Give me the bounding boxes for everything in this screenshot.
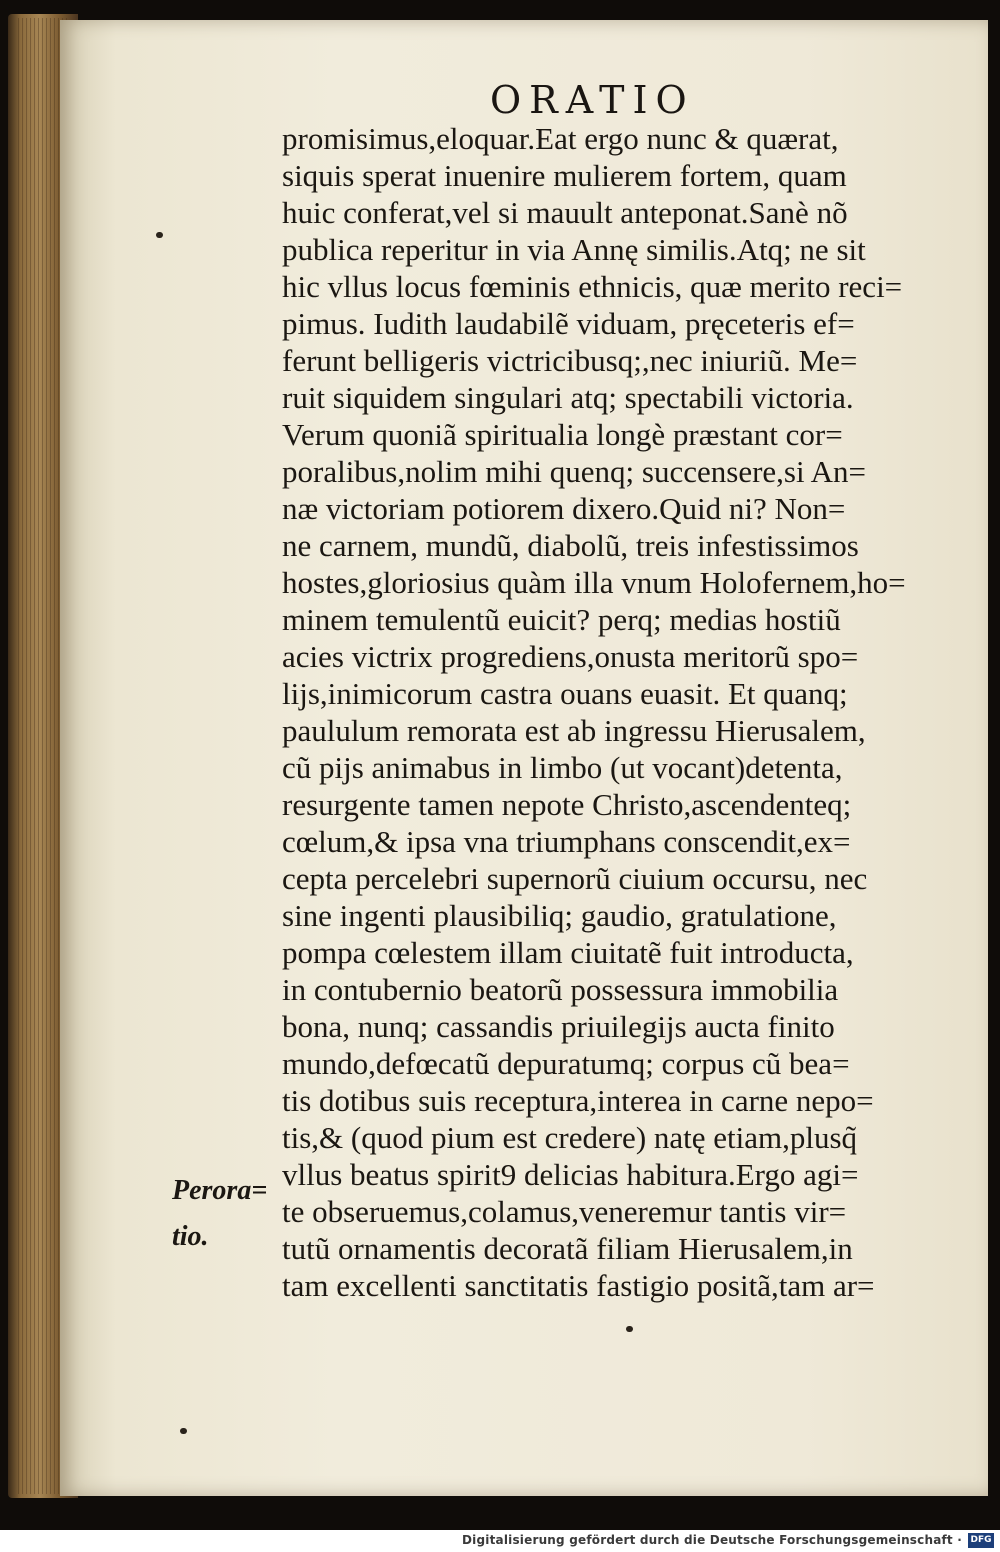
text-line: poralibus,nolim mihi quenq; succensere,si An=: [282, 454, 867, 489]
ink-speck: [626, 1326, 633, 1332]
text-line: hostes,gloriosius quàm illa vnum Holofernem,ho=: [282, 565, 906, 600]
text-line: Verum quoniã spiritualia longè præstant cor=: [282, 417, 843, 452]
text-line: cũ pijs animabus in limbo (ut vocant)detenta,: [282, 750, 843, 785]
text-line: huic conferat,vel si mauult anteponat.Sanè nõ: [282, 195, 848, 230]
text-line: cepta percelebri supernorũ ciuium occursu, nec: [282, 861, 868, 896]
text-line: promisimus,eloquar.Eat ergo nunc & quærat,: [282, 121, 839, 156]
text-line: resurgente tamen nepote Christo,ascendenteq;: [282, 787, 852, 822]
text-line: tis,& (quod pium est credere) natę etiam,plusq̃: [282, 1120, 858, 1155]
text-line: te obseruemus,colamus,veneremur tantis vir=: [282, 1194, 847, 1229]
text-line: siquis sperat inuenire mulierem fortem, quam: [282, 158, 847, 193]
text-line: cœlum,& ipsa vna triumphans conscendit,ex=: [282, 824, 851, 859]
text-line: ruit siquidem singulari atq; spectabili victoria.: [282, 380, 854, 415]
text-line: næ victoriam potiorem dixero.Quid ni? Non=: [282, 491, 846, 526]
text-line: tam excellenti sanctitatis fastigio positã,tam ar=: [282, 1268, 875, 1303]
marginal-note: [172, 1168, 282, 1260]
text-line: vllus beatus spirit9 delicias habitura.Ergo agi=: [282, 1157, 859, 1192]
ink-speck: [180, 1428, 187, 1434]
text-line: sine ingenti plausibiliq; gaudio, gratulatione,: [282, 898, 837, 933]
text-line: tutũ ornamentis decoratã filiam Hierusalem,in: [282, 1231, 853, 1266]
text-line: minem temulentũ euicit? perq; medias hostiũ: [282, 602, 841, 637]
text-line: acies victrix progrediens,onusta meritorũ spo=: [282, 639, 859, 674]
running-header: ORATIO: [490, 78, 695, 122]
text-line: ferunt belligeris victricibusq;,nec iniuriũ. Me=: [282, 343, 858, 378]
body-text: [282, 120, 982, 1304]
text-line: ne carnem, mundũ, diabolũ, treis infestissimos: [282, 528, 859, 563]
text-line: paululum remorata est ab ingressu Hierusalem,: [282, 713, 866, 748]
text-line: mundo,defœcatũ depuratumq; corpus cũ bea=: [282, 1046, 850, 1081]
text-line: in contubernio beatorũ possessura immobilia: [282, 972, 839, 1007]
dfg-logo-icon: DFG: [968, 1533, 994, 1548]
ink-speck: [156, 232, 163, 238]
marginal-note-line: tio.: [172, 1221, 209, 1252]
marginal-note-line: Perora=: [172, 1175, 268, 1206]
text-line: tis dotibus suis receptura,interea in carne nepo=: [282, 1083, 874, 1118]
text-line: hic vllus locus fœminis ethnicis, quæ merito reci=: [282, 269, 903, 304]
text-line: pimus. Iudith laudabilẽ viduam, pręceteris ef=: [282, 306, 855, 341]
footer-bar: [0, 1530, 1000, 1552]
text-line: bona, nunq; cassandis priuilegijs aucta finito: [282, 1009, 835, 1044]
funding-credit: Digitalisierung gefördert durch die Deutsche Forschungsgemeinschaft ·: [462, 1533, 962, 1547]
text-line: pompa cœlestem illam ciuitatẽ fuit introducta,: [282, 935, 854, 970]
text-line: lijs,inimicorum castra ouans euasit. Et quanq;: [282, 676, 848, 711]
text-line: publica reperitur in via Annę similis.Atq; ne sit: [282, 232, 866, 267]
